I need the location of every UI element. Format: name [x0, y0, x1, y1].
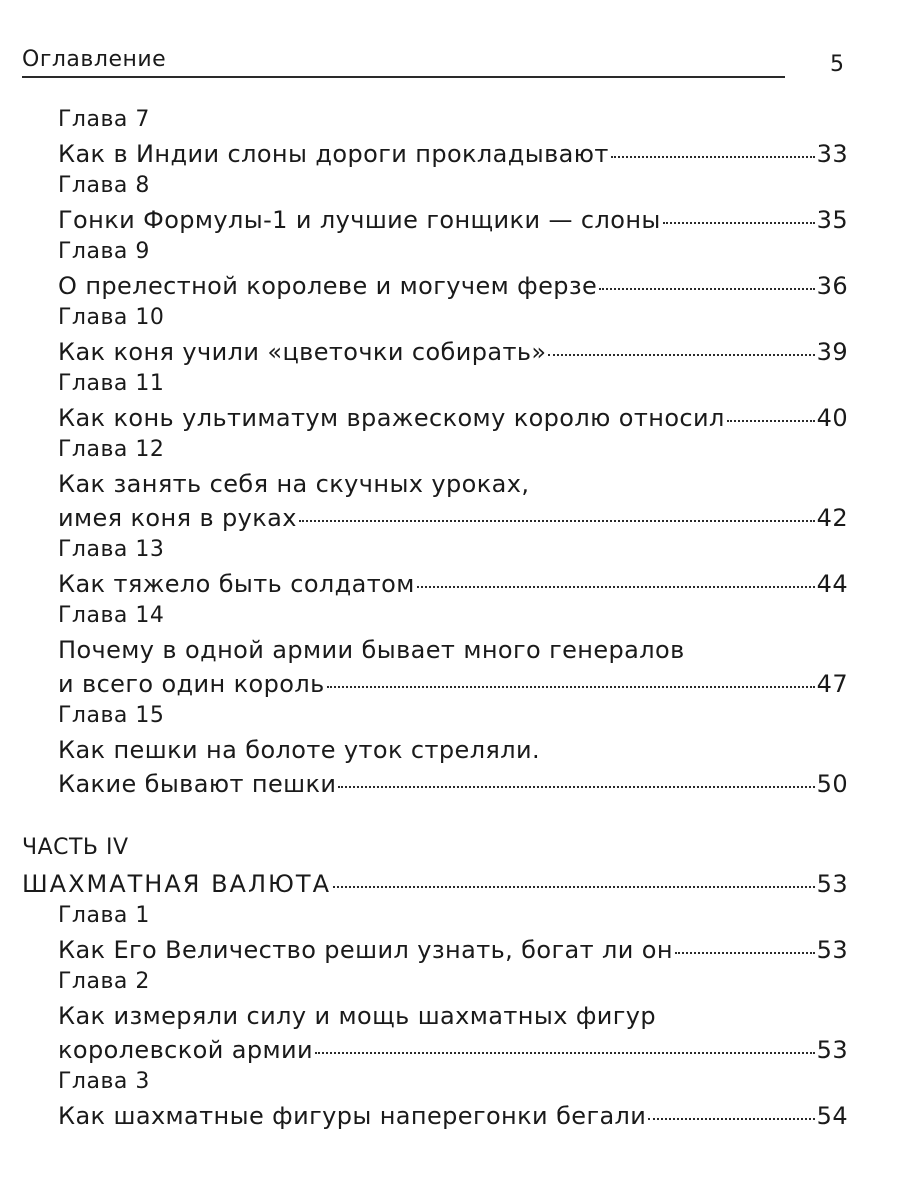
dot-leader: [648, 1117, 814, 1120]
page-number: 5: [830, 52, 844, 77]
toc-entry-page: 40: [816, 404, 848, 432]
toc-entry-title: Почему в одной армии бывает много генералов: [58, 636, 685, 664]
part-title: ШАХМАТНАЯ ВАЛЮТА: [22, 870, 331, 898]
chapter-label: Глава 11: [58, 371, 165, 396]
toc-entry-title: королевской армии: [58, 1036, 313, 1064]
part-title-entry[interactable]: [22, 868, 848, 900]
toc-entry[interactable]: [58, 204, 848, 236]
toc-entry[interactable]: [58, 934, 848, 966]
toc-entry-page: 36: [816, 272, 848, 300]
toc-entry-title: Гонки Формулы-1 и лучшие гонщики — слоны: [58, 206, 661, 234]
toc-entry-title: Как измеряли силу и мощь шахматных фигур: [58, 1002, 656, 1030]
toc-entry-title: О прелестной королеве и могучем ферзе: [58, 272, 598, 300]
toc-entry[interactable]: [58, 668, 848, 700]
toc-entry-title: Как тяжело быть солдатом: [58, 570, 415, 598]
toc-entry-page: 44: [816, 570, 848, 598]
dot-leader: [599, 287, 814, 290]
dot-leader: [675, 951, 815, 954]
toc-entry-page: 47: [816, 670, 848, 698]
toc-entry-line[interactable]: [58, 634, 848, 666]
chapter-label: Глава 1: [58, 903, 150, 928]
dot-leader: [299, 519, 815, 522]
dot-leader: [327, 685, 815, 688]
toc-entry[interactable]: [58, 502, 848, 534]
part-page: 53: [816, 870, 848, 898]
chapter-label: Глава 10: [58, 305, 165, 330]
toc-entry-title: Как конь ультиматум вражескому королю относил: [58, 404, 725, 432]
toc-entry-page: 53: [816, 1036, 848, 1064]
toc-entry-title: Как занять себя на скучных уроках,: [58, 470, 530, 498]
toc-entry-page: 53: [816, 936, 848, 964]
toc-entry-line[interactable]: [58, 734, 848, 766]
toc-entry[interactable]: [58, 768, 848, 800]
toc-entry-page: 33: [816, 140, 848, 168]
toc-entry-title: Как коня учили «цветочки собирать»: [58, 338, 547, 366]
toc-entry-page: 54: [816, 1102, 848, 1130]
chapter-label: Глава 3: [58, 1069, 150, 1094]
toc-entry[interactable]: [58, 336, 848, 368]
toc-entry-title: Как шахматные фигуры наперегонки бегали: [58, 1102, 647, 1130]
toc-entry[interactable]: [58, 1034, 848, 1066]
header-rule: [22, 76, 785, 78]
toc-entry-title: и всего один король: [58, 670, 325, 698]
dot-leader: [548, 353, 814, 356]
header-title: Оглавление: [22, 47, 167, 72]
toc-entry-page: 39: [816, 338, 848, 366]
toc-entry[interactable]: [58, 270, 848, 302]
toc-entry[interactable]: [58, 138, 848, 170]
part-label: ЧАСТЬ IV: [22, 835, 129, 860]
dot-leader: [727, 419, 815, 422]
chapter-label: Глава 15: [58, 703, 165, 728]
chapter-label: Глава 7: [58, 107, 150, 132]
toc-entry-page: 50: [816, 770, 848, 798]
toc-entry-title: Как в Индии слоны дороги прокладывают: [58, 140, 609, 168]
chapter-label: Глава 13: [58, 537, 165, 562]
toc-entry-title: Какие бывают пешки: [58, 770, 337, 798]
dot-leader: [417, 585, 815, 588]
toc-entry[interactable]: [58, 1100, 848, 1132]
chapter-label: Глава 14: [58, 603, 165, 628]
chapter-label: Глава 12: [58, 437, 165, 462]
toc-entry-line[interactable]: [58, 1000, 848, 1032]
toc-entry-title: имея коня в руках: [58, 504, 297, 532]
chapter-label: Глава 9: [58, 239, 150, 264]
chapter-label: Глава 2: [58, 969, 150, 994]
dot-leader: [315, 1051, 815, 1054]
chapter-label: Глава 8: [58, 173, 150, 198]
toc-entry-line[interactable]: [58, 468, 848, 500]
toc-entry-title: Как Его Величество решил узнать, богат ли он: [58, 936, 673, 964]
dot-leader: [333, 885, 815, 888]
toc-entry[interactable]: [58, 568, 848, 600]
dot-leader: [338, 785, 814, 788]
toc-entry-page: 42: [816, 504, 848, 532]
dot-leader: [611, 155, 815, 158]
toc-entry[interactable]: [58, 402, 848, 434]
dot-leader: [663, 221, 815, 224]
toc-entry-page: 35: [816, 206, 848, 234]
toc-entry-title: Как пешки на болоте уток стреляли.: [58, 736, 541, 764]
